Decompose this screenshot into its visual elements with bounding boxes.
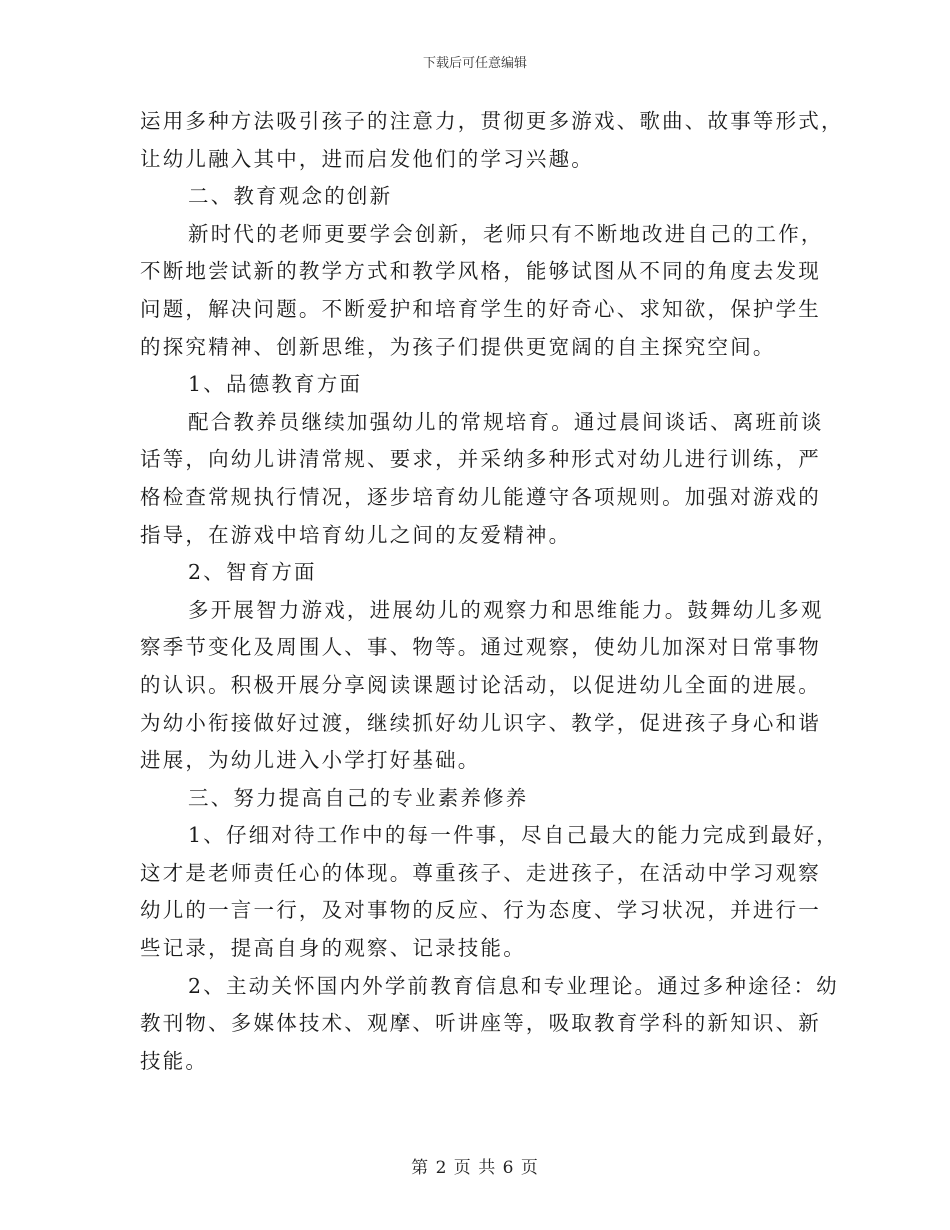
body-line: 这才是老师责任心的体现。尊重孩子、走进孩子，在活动中学习观察 — [140, 860, 821, 885]
body-line: 技能。 — [140, 1048, 209, 1073]
subsection-heading: 2、智育方面 — [188, 560, 317, 585]
page-number: 第 2 页 共 6 页 — [411, 1158, 539, 1178]
body-line: 察季节变化及周围人、事、物等。通过观察，使幼儿加深对日常事物 — [140, 635, 821, 660]
body-line: 为幼小衔接做好过渡，继续抓好幼儿识字、教学，促进孩子身心和谐 — [140, 710, 821, 735]
body-line: 让幼儿融入其中，进而启发他们的学习兴趣。 — [140, 146, 594, 171]
body-line: 新时代的老师更要学会创新，老师只有不断地改进自己的工作， — [188, 221, 824, 246]
section-heading: 三、努力提高自己的专业素养修养 — [188, 785, 529, 810]
body-line: 指导，在游戏中培育幼儿之间的友爱精神。 — [140, 522, 572, 547]
section-heading: 二、教育观念的创新 — [188, 184, 393, 209]
body-line: 些记录，提高自身的观察、记录技能。 — [140, 936, 526, 961]
body-line: 1、仔细对待工作中的每一件事，尽自己最大的能力完成到最好， — [188, 823, 839, 848]
body-line: 格检查常规执行情况，逐步培育幼儿能遵守各项规则。加强对游戏的 — [140, 484, 821, 509]
body-line: 配合教养员继续加强幼儿的常规培育。通过晨间谈话、离班前谈 — [188, 409, 824, 434]
document-body — [140, 103, 844, 1080]
body-line: 幼儿的一言一行，及对事物的反应、行为态度、学习状况，并进行一 — [140, 898, 821, 923]
body-line: 不断地尝试新的教学方式和教学风格，能够试图从不同的角度去发现 — [140, 259, 821, 284]
body-line: 运用多种方法吸引孩子的注意力，贯彻更多游戏、歌曲、故事等形式， — [140, 109, 844, 133]
subsection-heading: 1、品德教育方面 — [188, 372, 363, 397]
body-line: 进展，为幼儿进入小学打好基础。 — [140, 748, 481, 773]
body-line: 话等，向幼儿讲清常规、要求，并采纳多种形式对幼儿进行训练，严 — [140, 447, 821, 472]
body-line: 的认识。积极开展分享阅读课题讨论活动，以促进幼儿全面的进展。 — [140, 672, 821, 697]
page-header: 下载后可任意编辑 — [422, 56, 527, 71]
body-line: 的探究精神、创新思维，为孩子们提供更宽阔的自主探究空间。 — [140, 334, 776, 359]
body-line: 教刊物、多媒体技术、观摩、听讲座等，吸取教育学科的新知识、新 — [140, 1011, 821, 1036]
body-line: 问题，解决问题。不断爱护和培育学生的好奇心、求知欲，保护学生 — [140, 296, 821, 321]
body-line: 2、主动关怀国内外学前教育信息和专业理论。通过多种途径：幼 — [188, 973, 839, 998]
body-line: 多开展智力游戏，进展幼儿的观察力和思维能力。鼓舞幼儿多观 — [188, 597, 824, 622]
